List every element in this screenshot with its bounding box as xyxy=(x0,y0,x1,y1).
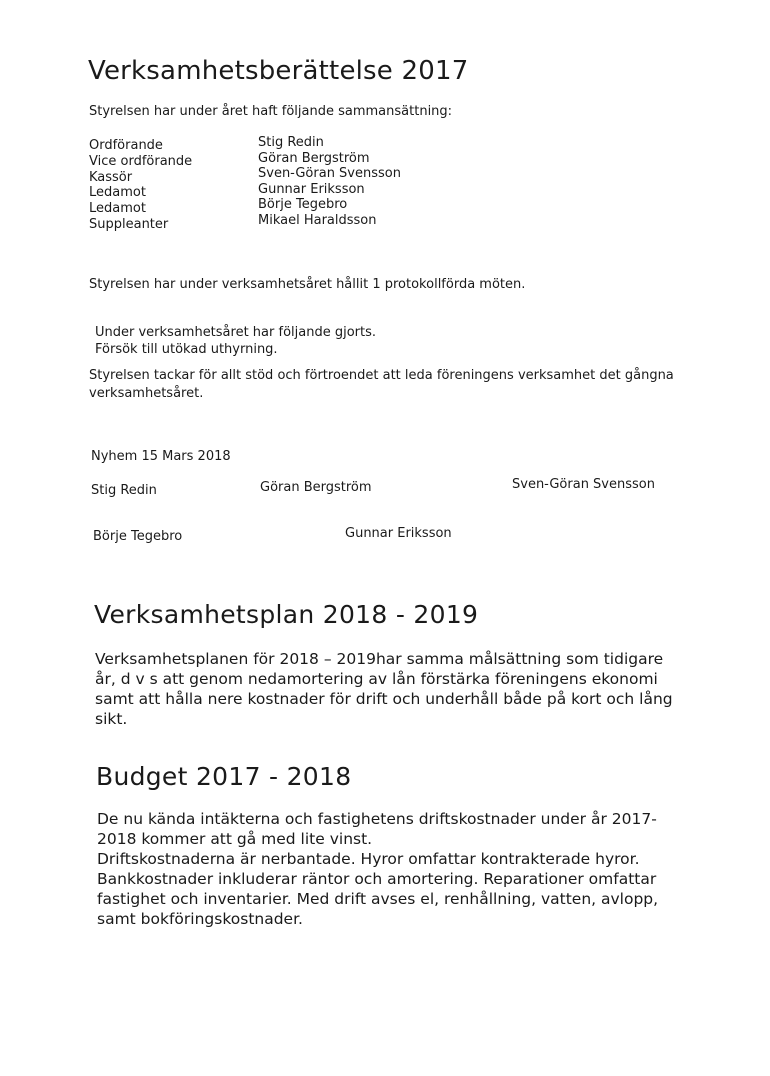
plan-line: sikt. xyxy=(95,710,128,728)
activities-item: Försök till utökad uthyrning. xyxy=(95,342,278,357)
budget-line: fastighet och inventarier. Med drift avses el, renhållning, vatten, avlopp, xyxy=(97,890,659,908)
board-intro: Styrelsen har under året haft följande sammansättning: xyxy=(89,104,453,119)
board-member-name: Göran Bergström xyxy=(258,150,370,166)
thanks-line: verksamhetsåret. xyxy=(89,386,204,401)
plan-title: Verksamhetsplan 2018 - 2019 xyxy=(94,600,479,629)
signatory-name: Sven-Göran Svensson xyxy=(512,477,655,492)
board-role: Kassör xyxy=(89,169,133,185)
budget-line: samt bokföringskostnader. xyxy=(97,910,303,928)
board-member-name: Börje Tegebro xyxy=(258,197,348,213)
activities-heading: Under verksamhetsåret har följande gjorts. xyxy=(95,325,376,340)
plan-line: Verksamhetsplanen för 2018 – 2019har samma målsättning som tidigare xyxy=(95,650,664,668)
board-names xyxy=(258,135,401,229)
signatory-name: Stig Redin xyxy=(91,483,157,498)
signatory-name: Gunnar Eriksson xyxy=(345,526,452,541)
plan-line: samt att hålla nere kostnader för drift och underhåll både på kort och lång xyxy=(95,690,673,708)
budget-line: Bankkostnader inkluderar räntor och amortering. Reparationer omfattar xyxy=(97,870,657,888)
budget-title: Budget 2017 - 2018 xyxy=(96,762,352,791)
budget-line: Driftskostnaderna är nerbantade. Hyror omfattar kontrakterade hyror. xyxy=(97,850,640,868)
budget-line: De nu kända intäkterna och fastighetens driftskostnader under år 2017- xyxy=(97,810,657,828)
plan-text xyxy=(95,649,735,729)
board-member-name: Mikael Haraldsson xyxy=(258,212,377,228)
board-member-name: Gunnar Eriksson xyxy=(258,181,365,197)
board-role: Suppleanter xyxy=(89,216,169,232)
board-member-name: Stig Redin xyxy=(258,135,324,150)
report-title: Verksamhetsberättelse 2017 xyxy=(88,56,469,86)
budget-text xyxy=(97,809,737,929)
place-date: Nyhem 15 Mars 2018 xyxy=(91,449,231,464)
thanks-line: Styrelsen tackar för allt stöd och förtroendet att leda föreningens verksamhet det gångna xyxy=(89,368,674,383)
signatory-name: Göran Bergström xyxy=(260,480,372,495)
board-role: Ledamot xyxy=(89,185,146,201)
board-roles xyxy=(89,138,192,233)
budget-line: 2018 kommer att gå med lite vinst. xyxy=(97,830,373,848)
board-role: Vice ordförande xyxy=(89,153,193,169)
board-member-name: Sven-Göran Svensson xyxy=(258,166,401,182)
signatory-name: Börje Tegebro xyxy=(93,529,183,544)
plan-line: år, d v s att genom nedamortering av lån förstärka föreningens ekonomi xyxy=(95,670,658,688)
board-role: Ledamot xyxy=(89,201,146,217)
board-role: Ordförande xyxy=(89,138,163,153)
meetings-statement: Styrelsen har under verksamhetsåret hållit 1 protokollförda möten. xyxy=(89,277,526,292)
